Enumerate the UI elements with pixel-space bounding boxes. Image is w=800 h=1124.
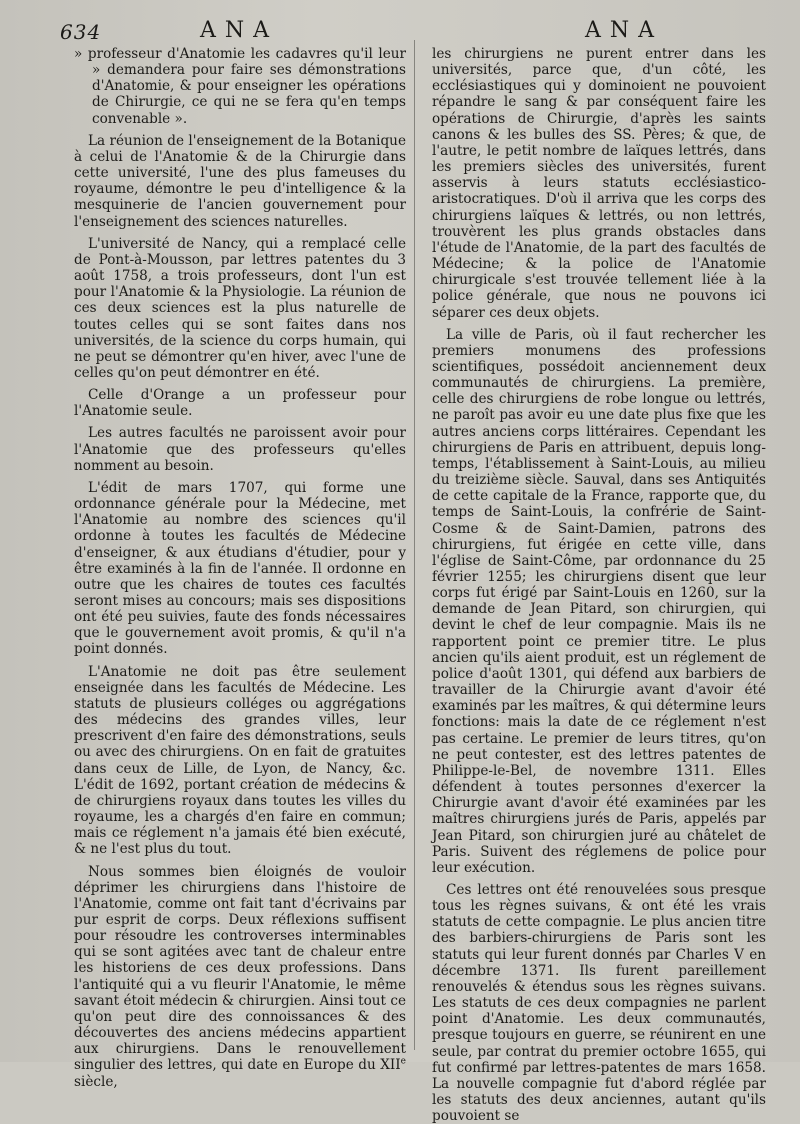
paragraph-tail: siècle, — [74, 1073, 118, 1090]
superscript: e — [400, 1056, 406, 1067]
paragraph-text: Nous sommes bien éloignés de vouloir déprimer les chirurgiens dans l'histoire de l'Anatomie, comme ont fait tant d'écrivains par pur esprit de corps. Deux réflexions suffisent pour résoudre les controverses interminables qui se sont agitées avec tant de chaleur entre les historiens de ces deux professions. Dans l'antiquité qui a vu fleurir l'Anatomie, le même savant étoit médecin & chirurgien. Ainsi tout ce qu'on peut dire des connoissances & des découvertes des anciens médecins appartient aux chirurgiens. Dans le renouvellement singulier des lettres, qui date en Europe du XII — [74, 863, 406, 1074]
right-column — [432, 46, 766, 1124]
paragraph: La ville de Paris, où il faut rechercher les premiers monumens des professions scientifiques, possédoit anciennement deux communautés de chirurgiens. La première, celle des chirurgiens de robe longue ou lettrés, ne paroît pas avoir eu une date plus fixe que les autres anciens corps littéraires. Cependant les chirurgiens de Paris en attribuent, depuis long-temps, l'établissement à Saint-Louis, au milieu du treizième siècle. Sauval, dans ses Antiquités de cette capitale de la France, rapporte que, du temps de Saint-Louis, la confrérie de Saint-Cosme & de Saint-Damien, patrons des chirurgiens, fut érigée en cette ville, dans l'église de Saint-Côme, par ordonnance du 25 février 1255; les chirurgiens disent que leur corps fut érigé par Saint-Louis en 1260, sur la demande de Jean Pitard, son chirurgien, qui devint le chef de leur compagnie. Mais ils ne rapportent point ce premier titre. Le plus ancien qu'ils aient produit, est un réglement de police d'août 1301, qui défend aux barbiers de travailler de la Chirurgie avant d'avoir été examinés par les maîtres, & qui détermine leurs fonctions: mais la date de ce réglement n'est pas certaine. Le premier de leurs titres, qu'on ne peut contester, est des lettres patentes de Philippe-le-Bel, de novembre 1311. Elles défendent à toutes personnes d'exercer la Chirurgie avant d'avoir été examinées par les maîtres chirurgiens jurés de Paris, appelés par Jean Pitard, son chirurgien juré au châtelet de Paris. Suivent des réglemens de police pour leur exécution. — [432, 326, 766, 876]
paragraph: La réunion de l'enseignement de la Botanique à celui de l'Anatomie & de la Chirurgie dans cette université, l'une des plus fameuses du royaume, démontre le peu d'intelligence & la mesquinerie de l'ancien gouvernement pour l'enseignement des sciences naturelles. — [74, 132, 406, 230]
running-head-left: ANA — [200, 18, 279, 43]
paragraph: L'université de Nancy, qui a remplacé celle de Pont-à-Mousson, par lettres patentes du 3 août 1758, a trois professeurs, dont l'un est pour l'Anatomie & la Physiologie. La réunion de ces deux sciences est la plus naturelle de toutes celles qui se sont faites dans nos universités, de la science du corps humain, qui ne peut se démontrer qu'en hiver, avec l'une de celles qu'on peut démontrer en été. — [74, 235, 406, 381]
page-header — [60, 14, 664, 48]
left-column — [74, 46, 406, 1090]
paragraph — [74, 864, 406, 1090]
paragraph: Ces lettres ont été renouvelées sous presque tous les règnes suivans, & ont été les vrais statuts de cette compagnie. Le plus ancien titre des barbiers-chirurgiens de Paris sont les statuts qui leur furent donnés par Charles V en décembre 1371. Ils furent pareillement renouvelés & étendus sous les règnes suivans. Les statuts de ces deux compagnies ne parlent point d'Anatomie. Les deux communautés, presque toujours en guerre, se réunirent en une seule, par contrat du premier octobre 1655, qui fut confirmé par lettres-patentes de mars 1658. La nouvelle compagnie fut d'abord réglée par les statuts des deux anciennes, autant qu'ils pouvoient se — [432, 881, 766, 1124]
paragraph: » professeur d'Anatomie les cadavres qu'il leur » demandera pour faire ses démonstrations d'Anatomie, & pour enseigner les opérations de Chirurgie, ce qui ne se fera qu'en temps convenable ». — [74, 46, 406, 127]
running-head-right: ANA — [585, 18, 664, 43]
paragraph: les chirurgiens ne purent entrer dans les universités, parce que, d'un côté, les ecclésiastiques qui y dominoient ne pouvoient répandre le sang & par conséquent faire les opérations de Chirurgie, d'après les saints canons & les bulles des SS. Pères; & que, de l'autre, le petit nombre de laïques lettrés, dans les premiers siècles des universités, furent asservis à leurs statuts ecclésiastico-aristocratiques. D'où il arriva que les corps des chirurgiens laïques & lettrés, ou non lettrés, trouvèrent les plus grands obstacles dans l'étude de l'Anatomie, de la part des facultés de Médecine; & la police de l'Anatomie chirurgicale s'est trouvée tellement liée à la police générale, que nous ne pouvons ici séparer ces deux objets. — [432, 46, 766, 321]
paragraph: Celle d'Orange a un professeur pour l'Anatomie seule. — [74, 387, 406, 420]
paragraph: L'Anatomie ne doit pas être seulement enseignée dans les facultés de Médecine. Les statuts de plusieurs colléges ou aggrégations des médecins des grandes villes, leur prescrivent d'en faire des démonstrations, seuls ou avec des chirurgiens. On en fait de gratuites dans ceux de Lille, de Lyon, de Nancy, &c. L'édit de 1692, portant création de médecins & de chirurgiens royaux dans toutes les villes du royaume, les a chargés d'en faire en commun; mais ce réglement n'a jamais été bien exécuté, & ne l'est plus du tout. — [74, 663, 406, 858]
paragraph: L'édit de mars 1707, qui forme une ordonnance générale pour la Médecine, met l'Anatomie au nombre des sciences qu'il ordonne à toutes les facultés de Médecine d'enseigner, & aux étudians d'étudier, pour y être examinés à la fin de l'année. Il ordonne en outre que les chaires de toutes ces facultés seront mises au concours; mais ses dispositions ont été peu suivies, faute des fonds nécessaires que le gouvernement avoit promis, & qu'il n'a point donnés. — [74, 479, 406, 658]
column-divider — [414, 40, 415, 1050]
paragraph: Les autres facultés ne paroissent avoir pour l'Anatomie que des professeurs qu'elles nomment au besoin. — [74, 425, 406, 474]
page-number: 634 — [60, 20, 102, 44]
